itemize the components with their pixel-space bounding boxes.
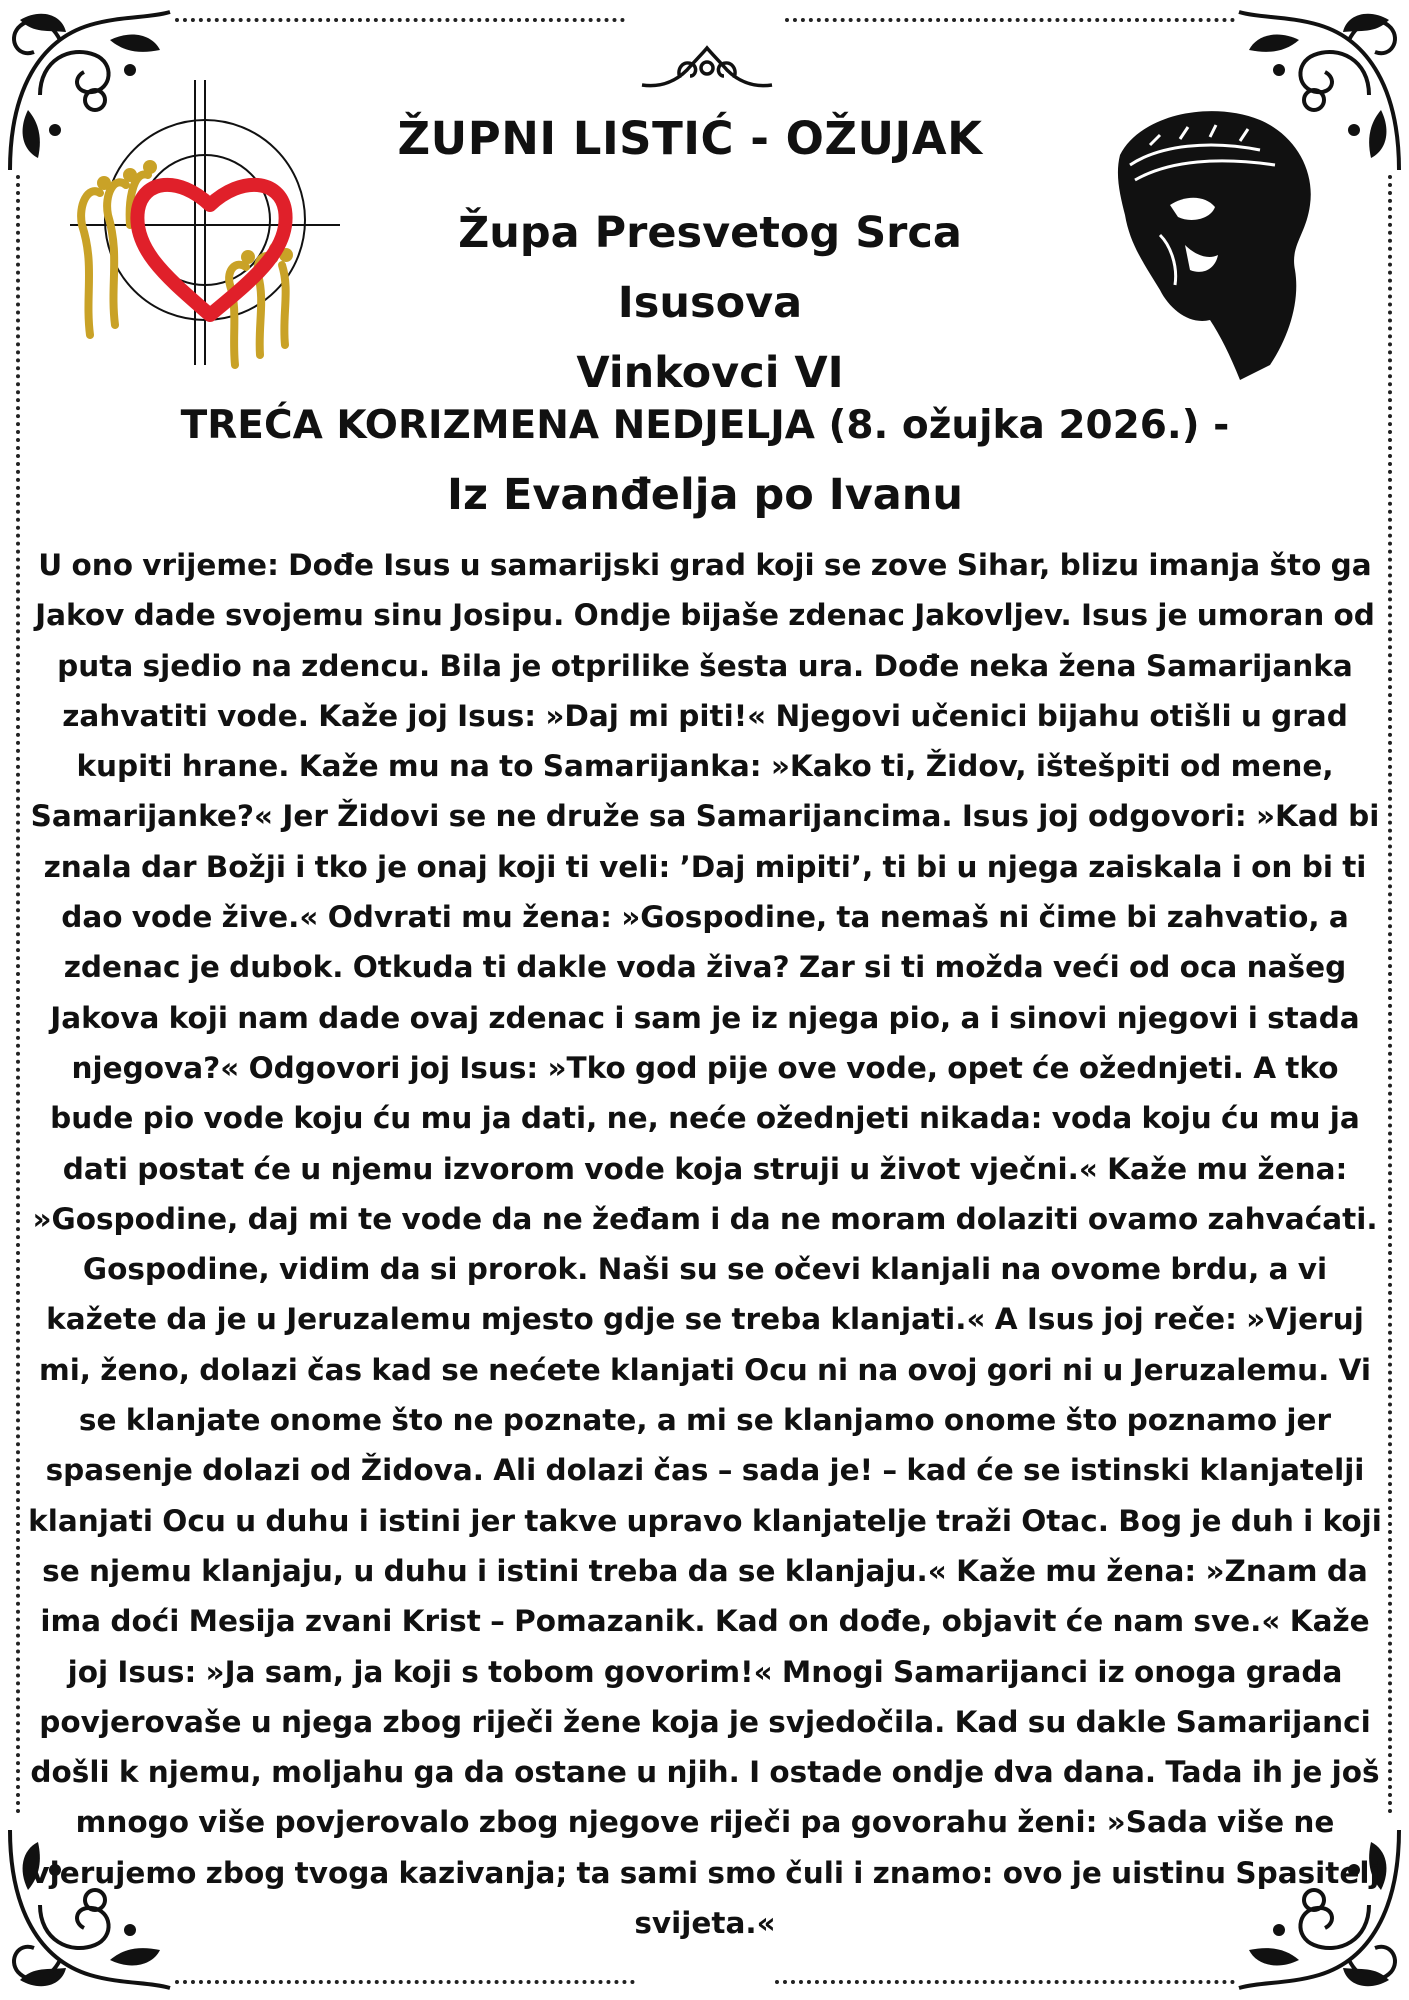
frame-right-line xyxy=(1388,175,1392,1815)
jesus-crown-of-thorns-icon xyxy=(1090,95,1320,385)
frame-top-right-line xyxy=(785,18,1235,22)
top-ornament-icon xyxy=(632,40,782,95)
parish-logo-icon xyxy=(60,75,350,375)
parish-name xyxy=(370,198,1050,408)
parish-name-line: Župa Presvetog Srca Isusova xyxy=(458,208,962,328)
frame-left-line xyxy=(16,175,20,1815)
parish-location-line: Vinkovci VI xyxy=(576,348,844,398)
bulletin-title: ŽUPNI LISTIĆ - OŽUJAK xyxy=(397,112,983,165)
sunday-heading: TREĆA KORIZMENA NEDJELJA (8. ožujka 2026.) - xyxy=(180,403,1230,448)
gospel-source-heading: Iz Evanđelja po Ivanu xyxy=(447,470,963,520)
frame-top-left-line xyxy=(175,18,625,22)
frame-bottom-left-line xyxy=(175,1980,635,1984)
gospel-text: U ono vrijeme: Dođe Isus u samarijski grad koji se zove Sihar, blizu imanja što ga Jakov dade svojemu sinu Josipu. Ondje bijaše zdenac Jakovljev. Isus je umoran od puta sjedio na zdencu. Bila je otprilike šesta ura. Dođe neka žena Samarijanka zahvatiti vode. Kaže joj Isus: »Daj mi piti!« Njegovi učenici bijahu otišli u grad kupiti hrane. Kaže mu na to Samarijanka: »Kako ti, Židov, ištešpiti od mene, Samarijanke?« Jer Židovi se ne druže sa Samarijancima. Isus joj odgovori: »Kad bi znala dar Božji i tko je onaj koji ti veli: ’Daj mipiti’, ti bi u njega zaiskala i on bi ti dao vode žive.« Odvrati mu žena: »Gospodine, ta nemaš ni čime bi zahvatio, a zdenac je dubok. Otkuda ti dakle voda živa? Zar si ti možda veći od oca našeg Jakova koji nam dade ovaj zdenac i sam je iz njega pio, a i sinovi njegovi i stada njegova?« Odgovori joj Isus: »Tko god pije ove vode, opet će ožednjeti. A tko bude pio vode koju ću mu ja dati, ne, neće ožednjeti nikada: voda koju ću mu ja dati postat će u njemu izvorom vode koja struji u život vječni.« Kaže mu žena: »Gospodine, daj mi te vode da ne žeđam i da ne moram dolaziti ovamo zahvaćati. Gospodine, vidim da si prorok. Naši su se očevi klanjali na ovome brdu, a vi kažete da je u Jeruzalemu mjesto gdje se treba klanjati.« A Isus joj reče: »Vjeruj mi, ženo, dolazi čas kad se nećete klanjati Ocu ni na ovoj gori ni u Jeruzalemu. Vi se klanjate onome što ne poznate, a mi se klanjamo onome što poznamo jer spasenje dolazi od Židova. Ali dolazi čas – sada je! – kad će se istinski klanjatelji klanjati Ocu u duhu i istini jer takve upravo klanjatelje traži Otac. Bog je duh i koji se njemu klanjaju, u duhu i istini treba da se klanjaju.« Kaže mu žena: »Znam da ima doći Mesija zvani Krist – Pomazanik. Kad on dođe, objavit će nam sve.« Kaže joj Isus: »Ja sam, ja koji s tobom govorim!« Mnogi Samarijanci iz onoga grada povjerovaše u njega zbog riječi žene koja je svjedočila. Kad su dakle Samarijanci došli k njemu, moljahu ga da ostane u njih. I ostade ondje dva dana. Tada ih je još mnogo više povjerovalo zbog njegove riječi pa govorahu ženi: »Sada više ne vjerujemo zbog tvoga kazivanja; ta sami smo čuli i znamo: ovo je uistinu Spasitelj svijeta.« xyxy=(28,548,1382,1941)
frame-bottom-right-line xyxy=(775,1980,1235,1984)
